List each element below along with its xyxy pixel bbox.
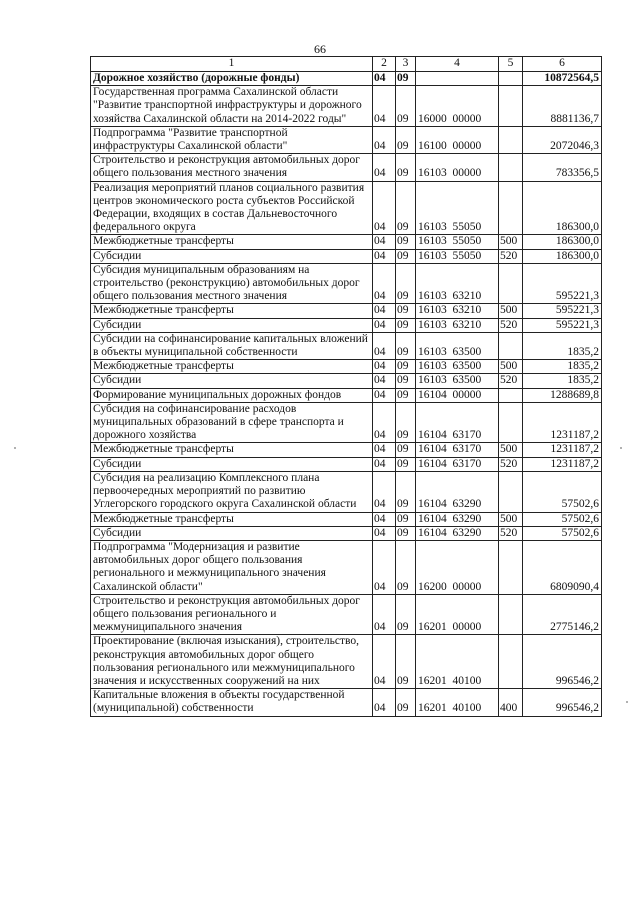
row-section: 04	[373, 126, 396, 153]
table-row	[91, 689, 602, 716]
table-row	[91, 540, 602, 594]
table-row	[91, 304, 602, 318]
row-section: 04	[373, 635, 396, 689]
row-target-code: 16104 63290	[416, 512, 499, 526]
table-row	[91, 512, 602, 526]
table-row	[91, 126, 602, 153]
row-subsection: 09	[396, 181, 416, 235]
row-expense-type: 500	[499, 235, 523, 249]
table-row	[91, 360, 602, 374]
row-subsection: 09	[396, 154, 416, 181]
row-section: 04	[373, 540, 396, 594]
header-cell-type: 5	[499, 57, 523, 72]
row-name: Строительство и реконструкция автомобильных дорог общего пользования регионального и межмуниципального значения	[91, 594, 373, 635]
row-target-code: 16103 63210	[416, 304, 499, 318]
row-name: Межбюджетные трансферты	[91, 512, 373, 526]
table-row	[91, 263, 602, 304]
table-row	[91, 635, 602, 689]
row-target-code: 16100 00000	[416, 126, 499, 153]
row-expense-type: 520	[499, 526, 523, 540]
row-target-code: 16201 00000	[416, 594, 499, 635]
row-amount: 2072046,3	[523, 126, 602, 153]
row-target-code: 16103 55050	[416, 181, 499, 235]
row-subsection: 09	[396, 443, 416, 457]
row-subsection: 09	[396, 402, 416, 443]
row-amount: 1835,2	[523, 374, 602, 388]
budget-table	[90, 56, 602, 717]
scan-dot	[14, 447, 16, 449]
row-name: Реализация мероприятий планов социального развития центров экономического роста субъектов Российской Федерации, входящих в состав Дальневосточного федерального округа	[91, 181, 373, 235]
row-section: 04	[373, 318, 396, 332]
page-number: 66	[314, 42, 326, 56]
row-target-code: 16104 63170	[416, 402, 499, 443]
row-section: 04	[373, 526, 396, 540]
row-amount: 186300,0	[523, 249, 602, 263]
row-name: Межбюджетные трансферты	[91, 443, 373, 457]
row-subsection: 09	[396, 86, 416, 127]
row-name: Дорожное хозяйство (дорожные фонды)	[91, 72, 373, 86]
row-target-code: 16103 55050	[416, 249, 499, 263]
row-section: 04	[373, 263, 396, 304]
row-expense-type: 520	[499, 318, 523, 332]
header-cell-amount: 6	[523, 57, 602, 72]
row-expense-type	[499, 594, 523, 635]
row-amount: 595221,3	[523, 263, 602, 304]
row-subsection: 09	[396, 540, 416, 594]
table-row	[91, 443, 602, 457]
row-subsection: 09	[396, 318, 416, 332]
row-subsection: 09	[396, 388, 416, 402]
table-row	[91, 471, 602, 512]
row-section: 04	[373, 304, 396, 318]
row-target-code: 16104 63290	[416, 471, 499, 512]
row-subsection: 09	[396, 249, 416, 263]
row-target-code: 16200 00000	[416, 540, 499, 594]
row-name: Строительство и реконструкция автомобильных дорог общего пользования местного значения	[91, 154, 373, 181]
row-amount: 10872564,5	[523, 72, 602, 86]
row-name: Субсидии на софинансирование капитальных вложений в объекты муниципальной собственности	[91, 332, 373, 359]
row-target-code: 16103 63500	[416, 374, 499, 388]
row-section: 04	[373, 332, 396, 359]
row-amount: 186300,0	[523, 235, 602, 249]
row-section: 04	[373, 181, 396, 235]
row-expense-type	[499, 402, 523, 443]
row-amount: 186300,0	[523, 181, 602, 235]
row-target-code: 16103 00000	[416, 154, 499, 181]
row-subsection: 09	[396, 374, 416, 388]
row-subsection: 09	[396, 635, 416, 689]
table-row	[91, 332, 602, 359]
row-target-code: 16104 63170	[416, 457, 499, 471]
row-expense-type	[499, 154, 523, 181]
row-section: 04	[373, 154, 396, 181]
row-name: Государственная программа Сахалинской области "Развитие транспортной инфраструктуры и дорожного хозяйства Сахалинской области на 2014-2022 годы"	[91, 86, 373, 127]
row-amount: 595221,3	[523, 304, 602, 318]
table-header-row	[91, 57, 602, 72]
row-expense-type	[499, 471, 523, 512]
table-row	[91, 457, 602, 471]
table-row	[91, 154, 602, 181]
row-section: 04	[373, 443, 396, 457]
row-name: Проектирование (включая изыскания), строительство, реконструкция автомобильных дорог общего пользования регионального или межмуниципального значения и искусственных сооружений на них	[91, 635, 373, 689]
row-name: Межбюджетные трансферты	[91, 360, 373, 374]
row-target-code: 16103 55050	[416, 235, 499, 249]
row-name: Формирование муниципальных дорожных фондов	[91, 388, 373, 402]
row-expense-type: 500	[499, 304, 523, 318]
row-expense-type	[499, 126, 523, 153]
row-section: 04	[373, 512, 396, 526]
row-target-code: 16104 63290	[416, 526, 499, 540]
row-target-code: 16201 40100	[416, 635, 499, 689]
row-name: Подпрограмма "Развитие транспортной инфраструктуры Сахалинской области"	[91, 126, 373, 153]
row-amount: 996546,2	[523, 635, 602, 689]
row-target-code: 16103 63500	[416, 332, 499, 359]
row-name: Межбюджетные трансферты	[91, 304, 373, 318]
row-target-code: 16201 40100	[416, 689, 499, 716]
row-amount: 6809090,4	[523, 540, 602, 594]
row-amount: 1231187,2	[523, 402, 602, 443]
row-amount: 57502,6	[523, 471, 602, 512]
row-target-code: 16104 00000	[416, 388, 499, 402]
row-name: Субсидии	[91, 249, 373, 263]
row-subsection: 09	[396, 360, 416, 374]
table-row	[91, 72, 602, 86]
row-subsection: 09	[396, 457, 416, 471]
row-subsection: 09	[396, 126, 416, 153]
row-subsection: 09	[396, 471, 416, 512]
row-section: 04	[373, 249, 396, 263]
row-expense-type: 520	[499, 249, 523, 263]
row-subsection: 09	[396, 304, 416, 318]
header-cell-subsection: 3	[396, 57, 416, 72]
header-cell-section: 2	[373, 57, 396, 72]
row-subsection: 09	[396, 72, 416, 86]
row-amount: 2775146,2	[523, 594, 602, 635]
row-expense-type	[499, 332, 523, 359]
row-section: 04	[373, 72, 396, 86]
row-expense-type	[499, 388, 523, 402]
row-name: Субсидии	[91, 318, 373, 332]
row-name: Субсидии	[91, 526, 373, 540]
row-expense-type: 400	[499, 689, 523, 716]
row-subsection: 09	[396, 332, 416, 359]
row-expense-type: 500	[499, 443, 523, 457]
budget-table-body	[91, 57, 602, 717]
row-target-code: 16104 63170	[416, 443, 499, 457]
row-amount: 1835,2	[523, 360, 602, 374]
row-name: Субсидия на софинансирование расходов муниципальных образований в сфере транспорта и дорожного хозяйства	[91, 402, 373, 443]
row-amount: 996546,2	[523, 689, 602, 716]
row-amount: 57502,6	[523, 512, 602, 526]
row-name: Субсидия на реализацию Комплексного плана первоочередных мероприятий по развитию Углегорского городского округа Сахалинской области	[91, 471, 373, 512]
row-section: 04	[373, 594, 396, 635]
table-row	[91, 181, 602, 235]
table-row	[91, 402, 602, 443]
row-target-code: 16103 63210	[416, 318, 499, 332]
row-section: 04	[373, 689, 396, 716]
row-expense-type: 520	[499, 374, 523, 388]
row-expense-type	[499, 263, 523, 304]
row-amount: 1231187,2	[523, 443, 602, 457]
row-name: Субсидии	[91, 374, 373, 388]
row-section: 04	[373, 235, 396, 249]
table-row	[91, 235, 602, 249]
row-name: Субсидии	[91, 457, 373, 471]
row-expense-type: 500	[499, 512, 523, 526]
table-row	[91, 318, 602, 332]
row-section: 04	[373, 471, 396, 512]
table-row	[91, 594, 602, 635]
scan-dot	[626, 701, 628, 703]
table-row	[91, 86, 602, 127]
table-row	[91, 388, 602, 402]
row-amount: 783356,5	[523, 154, 602, 181]
row-amount: 57502,6	[523, 526, 602, 540]
row-target-code: 16103 63500	[416, 360, 499, 374]
table-row	[91, 526, 602, 540]
row-section: 04	[373, 86, 396, 127]
row-expense-type: 520	[499, 457, 523, 471]
header-cell-target: 4	[416, 57, 499, 72]
row-amount: 1288689,8	[523, 388, 602, 402]
row-subsection: 09	[396, 263, 416, 304]
row-subsection: 09	[396, 689, 416, 716]
table-row	[91, 249, 602, 263]
row-name: Субсидия муниципальным образованиям на строительство (реконструкцию) автомобильных дорог общего пользования местного значения	[91, 263, 373, 304]
row-expense-type	[499, 540, 523, 594]
row-amount: 1835,2	[523, 332, 602, 359]
row-section: 04	[373, 457, 396, 471]
scan-dot	[620, 447, 622, 449]
row-section: 04	[373, 360, 396, 374]
row-section: 04	[373, 388, 396, 402]
row-name: Межбюджетные трансферты	[91, 235, 373, 249]
row-target-code	[416, 72, 499, 86]
row-expense-type: 500	[499, 360, 523, 374]
row-section: 04	[373, 402, 396, 443]
row-name: Капитальные вложения в объекты государственной (муниципальной) собственности	[91, 689, 373, 716]
row-subsection: 09	[396, 512, 416, 526]
row-expense-type	[499, 86, 523, 127]
row-expense-type	[499, 72, 523, 86]
row-target-code: 16103 63210	[416, 263, 499, 304]
header-cell-name: 1	[91, 57, 373, 72]
table-row	[91, 374, 602, 388]
row-target-code: 16000 00000	[416, 86, 499, 127]
row-amount: 8881136,7	[523, 86, 602, 127]
row-section: 04	[373, 374, 396, 388]
row-subsection: 09	[396, 235, 416, 249]
row-name: Подпрограмма "Модернизация и развитие автомобильных дорог общего пользования регионального и межмуниципального значения Сахалинской области"	[91, 540, 373, 594]
row-amount: 1231187,2	[523, 457, 602, 471]
row-expense-type	[499, 635, 523, 689]
row-expense-type	[499, 181, 523, 235]
row-subsection: 09	[396, 594, 416, 635]
row-subsection: 09	[396, 526, 416, 540]
row-amount: 595221,3	[523, 318, 602, 332]
